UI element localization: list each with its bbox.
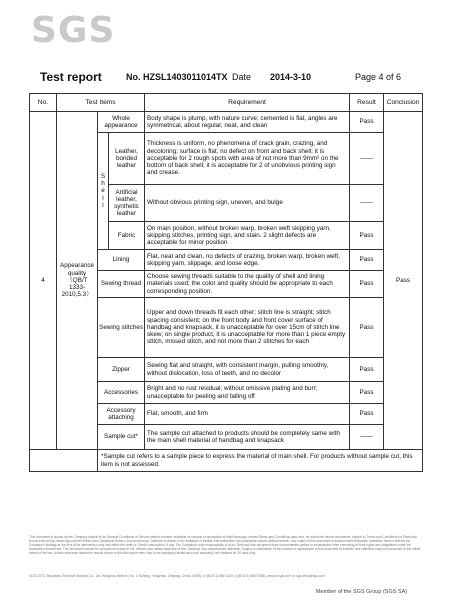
item-label: Lining xyxy=(98,250,145,271)
item-label: Fabric xyxy=(109,222,145,250)
requirement-text: The sample cut attached to products should be completely same with the main shell material of handbag and knapsack xyxy=(145,425,350,450)
disclaimer-text: This document is issued by the Company subject to its General Conditions of Service printed overleaf, available on request or accessible at http://www.sgs.com/en/Terms-and-Conditions.aspx and, for electronic format documents, subject to Terms and Conditions for Electronic Documents at http://www.sgs.com/en/Terms-and-Conditions/Terms-e-Document.aspx. Attention is drawn to the limitation of liability, indemnification and jurisdiction issues defined therein. Any holder of this document is advised that information contained hereon reflects the Company's findings at the time of its intervention only and within the limits of Client's instructions, if any. The Company's sole responsibility is to its Client and this document does not exonerate parties to a transaction from exercising all their rights and obligations under the transaction documents. This document cannot be reproduced except in full, without prior written approval of the Company. Any unauthorized alteration, forgery or falsification of the content or appearance of this document is unlawful and offenders may be prosecuted to the fullest extent of the law. Unless otherwise stated the results shown in this test report refer only to the sample(s) tested and such sample(s) are retained for 30 days only. xyxy=(29,535,421,555)
result-value: Pass xyxy=(350,358,384,382)
result-value: Pass xyxy=(350,112,384,133)
footnote-row xyxy=(30,450,423,472)
requirement-text: Body shape is plump, with nature curve; cemented is flat, angles are symmetrical, about regular, neat, and clean xyxy=(145,112,350,133)
item-label: Accessory attaching xyxy=(98,404,145,425)
result-value: Pass xyxy=(350,250,384,271)
item-label: Leather, bonded leather xyxy=(109,133,145,185)
result-value: —— xyxy=(350,185,384,222)
result-value: —— xyxy=(350,425,384,450)
col-no-header: No. xyxy=(30,94,57,112)
group-label: Appearance quality（QB/T 1333-2010,5.3） xyxy=(57,112,98,450)
result-value: Pass xyxy=(350,404,384,425)
item-label: Accessories xyxy=(98,382,145,404)
col-requirement-header: Requirement xyxy=(145,94,350,112)
requirement-text: Upper and down threads fit each other; stitch line is straight; stitch spacing consistent; on the front body and front cover surface of handbag and knapsack, it is unacceptable for over 15cm of stitch line skew; on single product, it is unacceptable for more than 1 piece empty stitch, missed stitch, and not more than 2 stitches for each xyxy=(145,298,350,358)
item-label: Sewing stitches xyxy=(98,298,145,358)
test-results-table xyxy=(29,93,423,472)
requirement-text: Flat, smooth, and firm xyxy=(145,404,350,425)
result-value: —— xyxy=(350,133,384,185)
result-value: Pass xyxy=(350,382,384,404)
item-label: Zipper xyxy=(98,358,145,382)
footnote-text: *Sample cut refers to a sample piece to express the material of main shell. For products without sample cut, this item is not assessed. xyxy=(98,450,423,472)
report-number: No. HZSL1403011014TX xyxy=(126,72,228,82)
item-label: Whole appearance xyxy=(98,112,145,133)
conclusion-value: Pass xyxy=(384,112,423,450)
requirement-text: Flat, neat and clean, no defects of crazing, broken warp, broken weft, skipping yarn, slippage, and loose edge. xyxy=(145,250,350,271)
col-items-header: Test Items xyxy=(57,94,145,112)
requirement-text: Sewing flat and straight, with consistent margin, pulling smoothly, without dislocation, loss of teeth, and no decolor xyxy=(145,358,350,382)
col-result-header: Result xyxy=(350,94,384,112)
col-conclusion-header: Conclusion xyxy=(384,94,423,112)
report-date: 2014-3-10 xyxy=(270,72,312,82)
item-label: Sample cut* xyxy=(98,425,145,450)
member-text: Member of the SGS Group (SGS SA) xyxy=(316,589,408,595)
company-address: SGS-CSTC Standards Technical Services Co., Ltd. Hangzhou Branch | No. 1 Building, Hangzhou, Zhejiang, China 310052 | t (86-571) 86671100 | f (86-571) 86671088 | www.cn.sgs.com | e sgs.china@sgs.com xyxy=(29,574,325,578)
report-title: Test report xyxy=(40,70,102,84)
sgs-logo: SGS xyxy=(31,10,116,51)
result-value: Pass xyxy=(350,298,384,358)
result-value: Pass xyxy=(350,271,384,298)
table-header-row xyxy=(30,94,423,112)
footnote-spacer xyxy=(30,450,98,472)
date-label: Date xyxy=(232,72,252,82)
item-label: Artificial leather, synthetic leather xyxy=(109,185,145,222)
requirement-text: Thickness is uniform, no phenomena of crack grain, crazing, and decoloring; surface is flat; no defect on front and back shell; it is acceptable for 2 rough spots with area of not more than 9mm² on the bottom of back shell; it is acceptable for 2 of unobvious printing sign and crease. xyxy=(145,133,350,185)
item-label: Sewing thread xyxy=(98,271,145,298)
requirement-text: Choose sewing threads suitable to the quality of shell and lining materials used; the color and quality should be appropriate to each corresponding position. xyxy=(145,271,350,298)
row-number: 4 xyxy=(30,112,57,450)
result-value: Pass xyxy=(350,222,384,250)
shell-label: S h e l l xyxy=(98,133,109,250)
table-row xyxy=(30,112,423,133)
requirement-text: Without obvious printing sign, uneven, and bulge xyxy=(145,185,350,222)
page-number: Page 4 of 6 xyxy=(355,72,402,82)
requirement-text: Bright and no rust residual; without omissive plating and burr; unacceptable for peeling and falling off xyxy=(145,382,350,404)
requirement-text: On main position, without broken warp, broken weft skipping yarn, skipping stitches, printing sign, and stain. 2 slight defects are acceptable for minor position xyxy=(145,222,350,250)
